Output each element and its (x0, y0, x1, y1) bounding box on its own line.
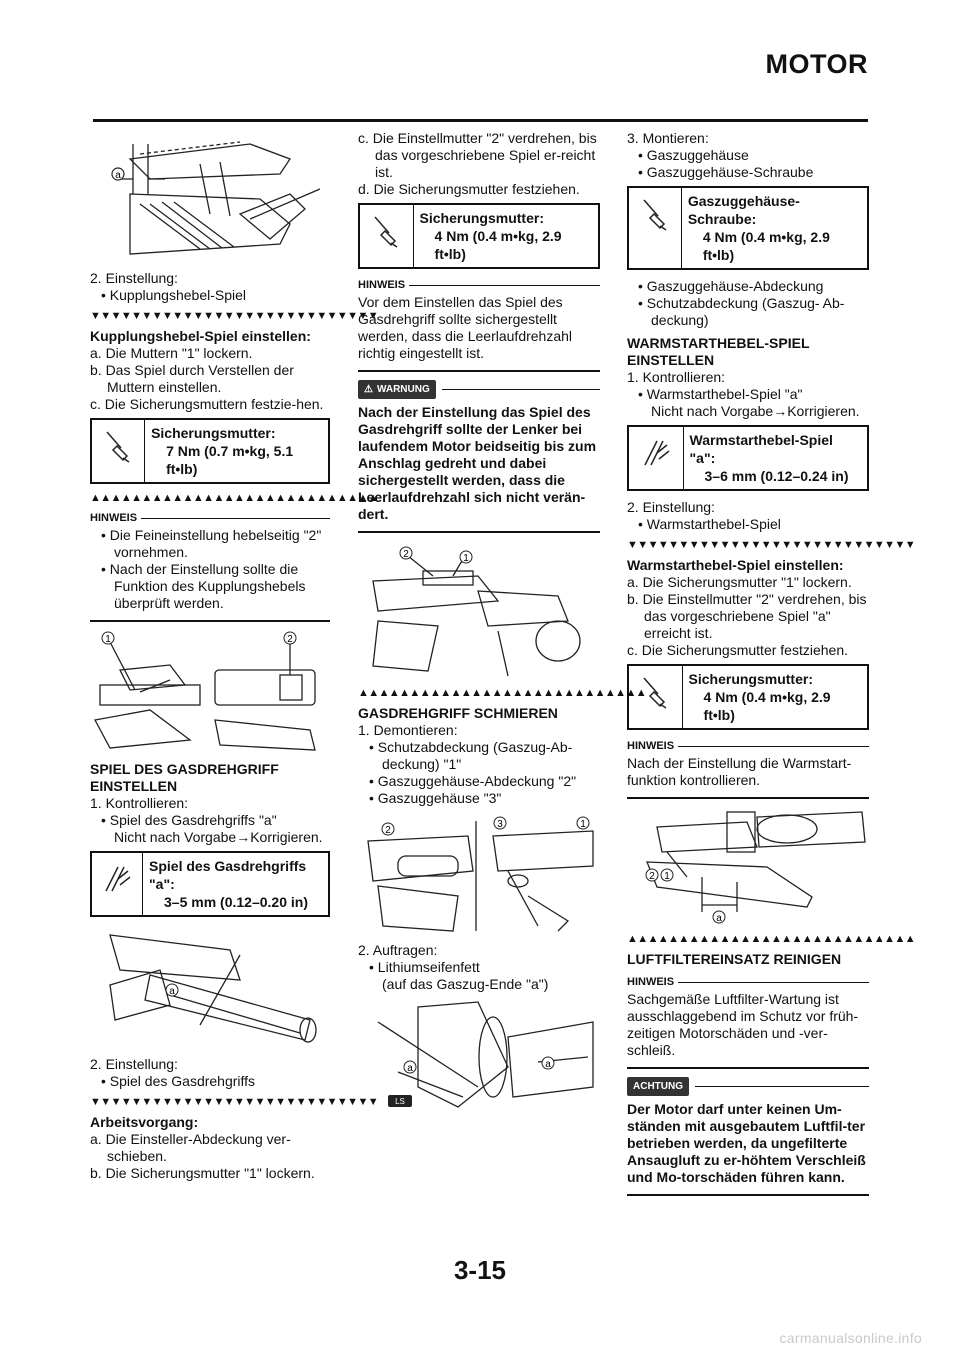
column-2 (358, 130, 647, 1123)
procedure-end-marker: ▲▲▲▲▲▲▲▲▲▲▲▲▲▲▲▲▲▲▲▲▲▲▲▲▲▲▲▲ (358, 687, 647, 699)
bullet: • Gaszuggehäuse (638, 147, 749, 163)
free-play-spec-box (627, 425, 869, 491)
procedure-step-a: a. Die Muttern "1" lockern. (90, 345, 253, 361)
note-end-rule (358, 370, 600, 372)
bullet-continuation: Nicht nach Vorgabe→Korrigieren. (114, 829, 323, 845)
section-title: SPIEL DES GASDREHGRIFF EINSTELLEN (90, 761, 279, 794)
procedure-step-a: a. Die Einsteller-Abdeckung ver-schieben. (90, 1131, 291, 1164)
free-play-spec-box (90, 851, 330, 917)
note-label: HINWEIS (627, 974, 869, 991)
spec-title: Warmstarthebel-Spiel "a": (689, 432, 833, 466)
warning-icon: ⚠ (364, 384, 373, 395)
bullet: • Gaszuggehäuse-Abdeckung "2" (369, 773, 577, 789)
figure-label: 3 (497, 819, 503, 830)
spec-title: Sicherungsmutter: (151, 425, 276, 441)
note-end-rule (90, 620, 330, 622)
bullet: • Warmstarthebel-Spiel (638, 516, 781, 532)
spec-title: Sicherungsmutter: (419, 210, 544, 226)
note-bullet-1: • Die Feineinstellung hebelseitig "2" vornehmen. (101, 527, 322, 560)
measure-icon (102, 861, 132, 897)
note-label: HINWEIS (627, 738, 869, 755)
procedure-step-d: d. Die Sicherungsmutter festziehen. (358, 181, 580, 197)
clutch-lever-figure (90, 134, 330, 264)
figure-label: 2 (403, 549, 409, 560)
torque-spec-box (358, 203, 600, 269)
step-2: 2. Auftragen: (358, 942, 438, 958)
bullet: • Warmstarthebel-Spiel "a" (638, 386, 803, 402)
warning-text: Nach der Einstellung das Spiel des Gasdrehgriff sollte der Lenker bei laufendem Motor beidseitig bis zum Anschlag gedreht und dabei sichergestellt werden, dass die Leerlaufdrehzahl sich nicht verän-dert. (358, 404, 597, 522)
clutch-adjuster-figure (90, 630, 330, 755)
step-1: 1. Demontieren: (358, 722, 458, 738)
header-rule (93, 119, 868, 122)
spec-value: 4 Nm (0.4 m•kg, 2.9 ft•lb) (434, 228, 562, 262)
procedure-step-c: c. Die Einstellmutter "2" verdrehen, bis das vorgeschriebene Spiel er-reicht ist. (358, 130, 597, 180)
grease-symbol: LS (395, 1097, 405, 1106)
step-1: 1. Kontrollieren: (627, 369, 726, 385)
procedure-step-b: b. Die Einstellmutter "2" verdrehen, bis das vorgeschriebene Spiel "a" erreicht ist. (627, 591, 867, 641)
throttle-grip-figure (90, 925, 330, 1050)
warning-label: ⚠ WARNUNG (358, 380, 600, 399)
torque-wrench-icon (103, 428, 133, 464)
column-3 (627, 130, 916, 1204)
bullet: • Spiel des Gasdrehgriffs (101, 1073, 256, 1089)
procedure-step-a: a. Die Sicherungsmutter "1" lockern. (627, 574, 852, 590)
spec-value: 7 Nm (0.7 m•kg, 5.1 ft•lb) (166, 443, 294, 477)
bullet: • Spiel des Gasdrehgriffs "a" (101, 812, 277, 828)
spec-value: 4 Nm (0.4 m•kg, 2.9 ft•lb) (703, 689, 831, 723)
procedure-step-c: c. Die Sicherungsmutter festziehen. (627, 642, 848, 658)
figure-label: 1 (580, 819, 586, 830)
figure-label: 1 (105, 634, 111, 645)
torque-wrench-icon (371, 213, 401, 249)
torque-wrench-icon (640, 674, 670, 710)
bullet-continuation: Nicht nach Vorgabe→Korrigieren. (651, 403, 860, 419)
step-2: 2. Einstellung: (90, 270, 178, 286)
step-1: 1. Kontrollieren: (90, 795, 189, 811)
note-text: Nach der Einstellung die Warmstart-funktion kontrollieren. (627, 755, 852, 788)
figure-label: a (115, 170, 121, 181)
procedure-start-marker: ▼▼▼▼▼▼▼▼▼▼▼▼▼▼▼▼▼▼▼▼▼▼▼▼▼▼▼▼ (627, 539, 916, 551)
step-2: 2. Einstellung: (90, 1056, 178, 1072)
procedure-title: Warmstarthebel-Spiel einstellen: (627, 557, 844, 573)
watermark: carmanualsonline.info (779, 1330, 922, 1346)
section-title: WARMSTARTHEBEL-SPIEL EINSTELLEN (627, 335, 810, 368)
page-title: MOTOR (765, 49, 868, 79)
procedure-step-b: b. Die Sicherungsmutter "1" lockern. (90, 1165, 315, 1181)
figure-label: a (716, 913, 722, 924)
procedure-end-marker: ▲▲▲▲▲▲▲▲▲▲▲▲▲▲▲▲▲▲▲▲▲▲▲▲▲▲▲▲ (90, 492, 379, 504)
bullet: • Schutzabdeckung (Gaszug- Ab-deckung) (638, 295, 845, 328)
spec-title: Gaszuggehäuse-Schraube: (687, 193, 800, 227)
spec-value: 4 Nm (0.4 m•kg, 2.9 ft•lb) (702, 229, 830, 263)
torque-wrench-icon (640, 196, 670, 232)
caution-label: ACHTUNG (627, 1077, 869, 1096)
note-label: HINWEIS (90, 510, 330, 527)
note-label: HINWEIS (358, 277, 600, 294)
spec-title: Spiel des Gasdrehgriffs "a": (149, 858, 307, 892)
procedure-step-b: b. Das Spiel durch Verstellen der Muttern einstellen. (90, 362, 294, 395)
warning-end-rule (358, 531, 600, 533)
procedure-step-c: c. Die Sicherungsmuttern festzie-hen. (90, 396, 324, 412)
bullet: • Gaszuggehäuse "3" (369, 790, 502, 806)
bullet: • Schutzabdeckung (Gaszug-Ab-deckung) "1" (369, 739, 573, 772)
figure-label: 1 (463, 553, 469, 564)
figure-label: 2 (287, 634, 293, 645)
figure-label: a (407, 1063, 413, 1074)
section-title: GASDREHGRIFF SCHMIEREN (358, 705, 558, 721)
spec-title: Sicherungsmutter: (688, 671, 813, 687)
procedure-end-marker: ▲▲▲▲▲▲▲▲▲▲▲▲▲▲▲▲▲▲▲▲▲▲▲▲▲▲▲▲ (627, 933, 916, 945)
caution-text: Der Motor darf unter keinen Um-ständen mit ausgebautem Luftfil-ter betrieben werden, da ungefilterte Ansaugluft zu er-höhtem Verschleiß und Mo-torschäden führen kann. (627, 1101, 866, 1185)
hot-start-lever-figure (627, 807, 869, 927)
figure-label: 2 (649, 871, 655, 882)
bullet: • Gaszuggehäuse-Abdeckung (638, 278, 824, 294)
figure-label: a (545, 1059, 551, 1070)
figure-label: 1 (664, 871, 670, 882)
torque-spec-box (627, 186, 869, 270)
note-end-rule (627, 1067, 869, 1069)
spec-value: 3–5 mm (0.12–0.20 in) (164, 894, 308, 910)
figure-label: a (169, 986, 175, 997)
bullet: • Gaszuggehäuse-Schraube (638, 164, 814, 180)
page-number: 3-15 (453, 1255, 507, 1285)
step-3: 3. Montieren: (627, 130, 709, 146)
bullet: • Lithiumseifenfett (369, 959, 480, 975)
bullet-continuation: (auf das Gaszug-Ende "a") (382, 976, 549, 992)
procedure-start-marker: ▼▼▼▼▼▼▼▼▼▼▼▼▼▼▼▼▼▼▼▼▼▼▼▼▼▼▼▼ (90, 310, 379, 322)
spec-value: 3–6 mm (0.12–0.24 in) (704, 468, 849, 484)
note-bullet-2: • Nach der Einstellung sollte die Funktion des Kupplungshebels überprüft werden. (101, 561, 306, 611)
measure-icon (641, 435, 671, 471)
section-title: LUFTFILTEREINSATZ REINIGEN (627, 951, 842, 967)
procedure-title: Kupplungshebel-Spiel einstellen: (90, 328, 311, 344)
torque-spec-box (90, 418, 330, 484)
lubrication-figure (358, 997, 600, 1117)
column-1 (90, 130, 379, 1182)
caution-end-rule (627, 1194, 869, 1196)
procedure-title: Arbeitsvorgang: (90, 1114, 199, 1130)
throttle-housing-figure (358, 811, 600, 936)
note-end-rule (627, 797, 869, 799)
note-text: Sachgemäße Luftfilter-Wartung ist ausschlaggebend im Schutz vor früh-zeitigen Motorschäden und -ver-schleiß. (627, 991, 859, 1058)
throttle-adjuster-figure (358, 541, 600, 681)
bullet: • Kupplungshebel-Spiel (101, 287, 247, 303)
torque-spec-box (627, 664, 869, 730)
procedure-start-marker: ▼▼▼▼▼▼▼▼▼▼▼▼▼▼▼▼▼▼▼▼▼▼▼▼▼▼▼▼ (90, 1096, 379, 1108)
note-text: Vor dem Einstellen das Spiel des Gasdrehgriff sollte sichergestellt werden, dass die Leerlaufdrehzahl richtig eingestellt ist. (358, 294, 573, 361)
step-2: 2. Einstellung: (627, 499, 715, 515)
figure-label: 2 (385, 825, 391, 836)
